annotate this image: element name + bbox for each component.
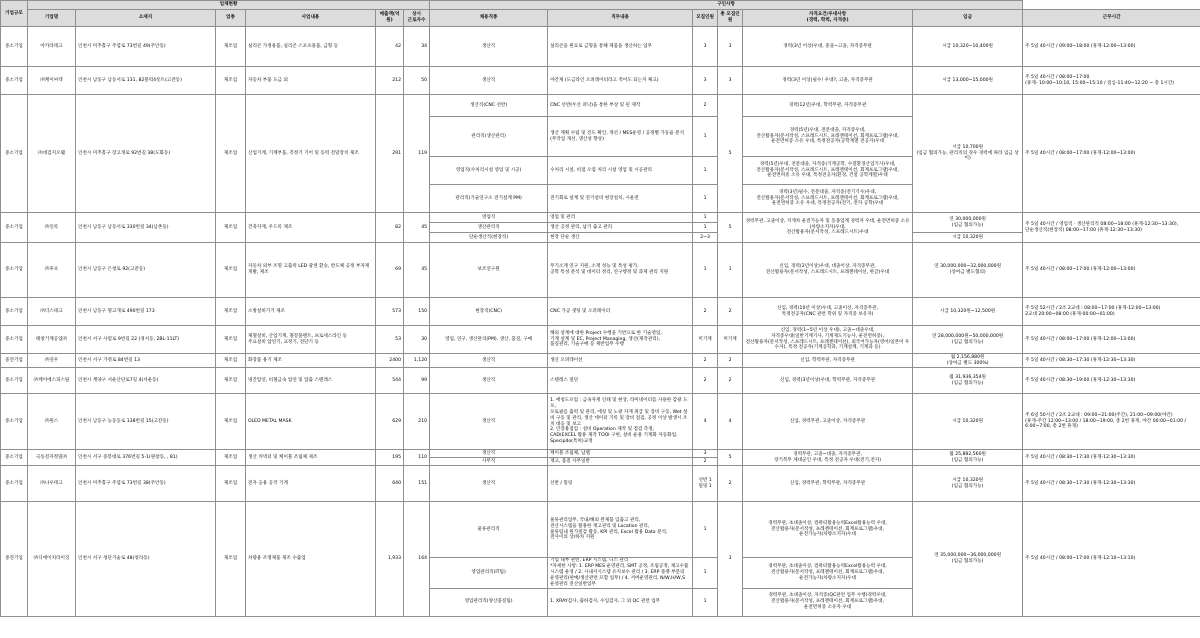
work-hours: 주 5일 40시간 / 08:30~17:30 (휴게-12:30~13:30)	[1023, 450, 1200, 466]
company-business: 실리콘 가정용품, 실리콘 스포츠용품, 금형 등	[246, 27, 376, 67]
company-address: 인천시 남동구 명고개로 490번길 173	[76, 298, 216, 326]
table-row	[1, 450, 1200, 458]
total-openings: 3	[718, 502, 743, 617]
company-business: 화장품 용기 제조	[246, 354, 376, 368]
company-sales: 53	[376, 326, 404, 354]
job-duty: 야간제 (도금라인 오퍼레이터라고 적어도 되는지 체크)	[548, 67, 693, 95]
company-industry: 제조업	[216, 243, 246, 298]
company-name: ㈜후츠	[28, 243, 76, 298]
job-duty: CNC 선반(두산 퍼낙)을 통한 부상 및 핀 제작	[548, 95, 693, 117]
job-qualifications: 경력무관, 초대졸이상, 자격증(QC관련 업무 수행)경력우대, 전산활용자(문서작성, 프레젠테이션, 회계프로그램)우대, 운전면허증 소유자 우대	[743, 588, 913, 616]
job-qualifications: 경력(3년 이상)우대, 중졸~고졸, 자격증무관	[743, 27, 913, 67]
company-address: 인천시 남동구 남동서로 131, 82블럭4롯트(고잔동)	[76, 67, 216, 95]
job-title: 물류관리직	[430, 502, 548, 558]
job-duty: 해외 설계에 대한 Project 수행을 기반으로 한 기술영업, 기계 설계 및 EC, Project Managing, 생산(제작관리), 품질관리, 기술구매 등 제반업무 수행	[548, 326, 693, 354]
job-openings: 선반 1 밀링 1	[693, 466, 718, 502]
total-openings: 5	[718, 213, 743, 243]
wage: 월 31,936,354원 (임금 협의가능)	[913, 368, 1023, 394]
job-duty: 케이블 조립체, 납땜	[548, 450, 693, 458]
company-employees: 45	[404, 213, 430, 243]
company-address: 인천시 서구 사렴로 9번길 22 (경서동, 2BL-11LT)	[76, 326, 216, 354]
job-openings: 1	[693, 185, 718, 213]
wage: 연 35,000,000~36,000,000원 (임금 협의가능)	[913, 502, 1023, 617]
header-total-openings: 총 모집인원	[718, 10, 743, 27]
company-address: 인천시 미추홀구 주염로 73번길 38(주안동)	[76, 466, 216, 502]
job-qualifications: 경력무관, 초대졸이상, 컴퓨터활용능력Excel활용능력 우대, 전산활용자(문서작성, 프레젠테이션, 회계프로그램)우대, 운전가능자(차량소지자)우대	[743, 558, 913, 589]
job-openings: 3	[693, 67, 718, 95]
company-address: 인천시 미추홀구 주염로 73번길 49(주안동)	[76, 27, 216, 67]
header-qualifications: 자격요건/우대사항 (경력, 학력, 자격증)	[743, 10, 913, 27]
job-duty: 1. XRAY검사, 출하검사, 수입검사, 그 외 QC 관련 업무	[548, 588, 693, 616]
company-business: 전자 응용 공작 기계	[246, 466, 376, 502]
company-industry: 제조업	[216, 95, 246, 213]
wage: 시급 10,320원	[913, 394, 1023, 450]
company-name: 태창기계공업㈜	[28, 326, 76, 354]
job-openings: 미기재	[693, 326, 718, 354]
company-address: 인천시 서구 청단기술로 48(청라동)	[76, 502, 216, 617]
company-address: 인천시 남동구 남동서로 330번길 34(남촌동)	[76, 213, 216, 243]
job-qualifications: 신입, 경력(3년이상)우대, 학력무관, 자격증무관	[743, 368, 913, 394]
job-openings: 1	[693, 157, 718, 185]
job-qualifications: 경력(3년 이상)필수! 우대?, 고졸, 자격증무관	[743, 67, 913, 95]
company-industry: 제조업	[216, 298, 246, 326]
company-address: 인천시 남동구 은청로 92(고잔동)	[76, 243, 216, 298]
job-openings: 1	[693, 588, 718, 616]
wage: 연 30,000,000~32,000,000원 (상여금 별도협의)	[913, 243, 1023, 298]
company-business: 제철설비, 산업기계, 철강플랜트, 프로세스라인 등 주요설비 압연기, 교정기, 전단기 등	[246, 326, 376, 354]
job-qualifications: 경력(12년)우대, 학력무관, 자격증무관	[743, 95, 913, 117]
job-duty: 전기회로 설계 및 전기설비 현장설치, 시운전	[548, 185, 693, 213]
job-qualifications: 신입, 경력무관, 고졸이상, 자격증무관	[743, 394, 913, 450]
job-title: 생산직	[430, 394, 548, 450]
job-title: 영업직	[430, 213, 548, 223]
header-job-info: 구인사항	[430, 1, 1023, 10]
company-address: 인천시 서구 가정로 84번길 13	[76, 354, 216, 368]
company-name: ㈜연우	[28, 354, 76, 368]
company-name: 아카라테크	[28, 27, 76, 67]
company-industry: 제조업	[216, 502, 246, 617]
job-title: 현장직(CNC)	[430, 298, 548, 326]
company-industry: 제조업	[216, 450, 246, 466]
table-row	[1, 394, 1200, 450]
company-employees: 34	[404, 27, 430, 67]
work-hours: 주 5일 40시간 / 08:30~17:30 (휴게-12:30~13:30)	[1023, 466, 1200, 502]
table-row	[1, 27, 1200, 67]
job-openings: 1	[693, 213, 718, 223]
table-row	[1, 466, 1200, 502]
job-duty: 생산 계획 수립 및 진도 확인, 개선 / MES운영 / 공정별 가동율 분석 (무작업 개선, 생산성 향상)	[548, 117, 693, 157]
table-row	[1, 67, 1200, 95]
company-sales: 212	[376, 67, 404, 95]
job-title: 생산직	[430, 67, 548, 95]
company-address: 인천시 미추홀구 장고개로 92번길 38(도화동)	[76, 95, 216, 213]
company-employees: 164	[404, 502, 430, 617]
header-company-size: 기업규모	[1, 1, 28, 27]
job-title: 생산직	[430, 27, 548, 67]
company-sales: 82	[376, 213, 404, 243]
company-name: ㈜나우테크	[28, 466, 76, 502]
wage: 시급 10,320원~12,500원	[913, 298, 1023, 326]
job-openings: 3	[693, 450, 718, 458]
total-openings: 3	[718, 27, 743, 67]
company-business: 차량용 조명제품 제조 수출업	[246, 502, 376, 617]
company-sales: 69	[376, 243, 404, 298]
job-duty: 생산 공정 관리, 납기 출고 관리	[548, 223, 693, 233]
job-title: 생산직	[430, 466, 548, 502]
job-title: 생산직(CNC 선반)	[430, 95, 548, 117]
table-row	[1, 95, 1200, 117]
job-openings: 1	[693, 243, 718, 298]
work-hours: 주 5일 40시간 / 08:00~17:00 (휴게-12:00~13:00)	[1023, 95, 1200, 213]
company-sales: 1,933	[376, 502, 404, 617]
wage: 시급 13,000~15,000원	[913, 67, 1023, 95]
job-duty: 생산 오퍼레이션	[548, 354, 693, 368]
table-row	[1, 243, 1200, 298]
header-address: 소재지	[76, 10, 216, 27]
company-employees: 210	[404, 394, 430, 450]
company-name: 극동전자정밀㈜	[28, 450, 76, 466]
company-size: 중소기업	[1, 243, 28, 298]
job-title: 보조연구원	[430, 243, 548, 298]
header-duties: 직무내용	[548, 10, 693, 27]
wage: 월 25,882,560원 (임금 협의가능)	[913, 450, 1023, 466]
company-size: 중소기업	[1, 394, 28, 450]
work-hours: 주 5일 40시간 / 08:30~17:30 (휴게-12:30~13:30)	[1023, 354, 1200, 368]
company-sales: 573	[376, 298, 404, 326]
company-sales: 640	[376, 466, 404, 502]
company-employees: 50	[404, 67, 430, 95]
work-hours: 주 5일 40시간 / 08:00~17:00 (휴게- 10:00~10:10, 15:00~15:10 / 점심-11:40~12:20 ~ 총 1시간)	[1023, 67, 1200, 95]
company-size: 중소기업	[1, 67, 28, 95]
job-qualifications: 경력(3년)필수, 전문대졸, 자격증(전기기사)우대, 전산활용자(문서작성, 스프레드시트, 프레젠테이션, 회계프로그램)우대, 운전면허증 소유 우대, 특정전공자(전기, 전자 공학)우대	[743, 185, 913, 213]
company-employees: 1,120	[404, 354, 430, 368]
company-employees: 30	[404, 326, 430, 354]
header-job-title: 채용직종	[430, 10, 548, 27]
company-name: ㈜케이씨텍	[28, 67, 76, 95]
company-sales: 544	[376, 368, 404, 394]
company-name: ㈜더스테크	[28, 298, 76, 326]
job-openings: 1	[693, 117, 718, 157]
work-hours: 주 5일 40시간 / 영업직 · 생산관리직 08:00~18:00 (휴게-12:30~13:30), 단순생산직(현장직) 08:00~17:00 (휴게-12:30~13:30)	[1023, 213, 1200, 243]
company-sales: 629	[376, 394, 404, 450]
company-sales: 195	[376, 450, 404, 466]
table-row	[1, 326, 1200, 354]
table-row	[1, 368, 1200, 394]
company-address: 인천시 계양구 서운산단로7길 4(서운동)	[76, 368, 216, 394]
job-qualifications: 경력무관, 고졸~대졸, 자격증무관, 장기복무 제대군인 우대, 특정 전공자 우대(전기,전자)	[743, 450, 913, 466]
total-openings: 미기재	[718, 326, 743, 354]
company-size: 중견기업	[1, 354, 28, 368]
job-qualifications: 경력(5년)우대, 전문대졸, 자격증우대, 전산활용자(문서작성, 스프레드시트, 프레젠테이션, 회계프로그램)우대, 운전면허증 소유 우대, 특정전공자(공학계열 전공자)우대	[743, 117, 913, 157]
header-company-status: 업체현황	[28, 1, 430, 10]
total-openings: 1	[718, 243, 743, 298]
job-openings: 2	[693, 458, 718, 466]
job-title: 영업관리직(양산품질팀)	[430, 588, 548, 616]
header-openings: 모집인원	[693, 10, 718, 27]
company-name: ㈜대검지오웰	[28, 95, 76, 213]
job-duty: 기업 내부 관련, ERP 시스템, 디스 관리 *자세한 사항: 1. ERP MES 운영관리, SMT 공정, 조립공정, 제고수불 시스템 운영 / 2. 사내서시스템 유지보수 관리 / 3. ERP 플랫 부문의 운영관리(판매/생산관련 포함 업무) / 4. 서버운영관리, N/W,H/W,S 운영관리 전산일반업무	[548, 558, 693, 589]
job-title: 단순생산직(현장직)	[430, 233, 548, 243]
company-employees: 150	[404, 298, 430, 326]
total-openings: 2	[718, 368, 743, 394]
company-size: 중소기업	[1, 466, 28, 502]
job-openings: 2	[693, 298, 718, 326]
table-row	[1, 298, 1200, 326]
work-hours: 주 6일 50시간 / 2조 2교대 : 09:00~21:00(주간), 21:00~09:00(야간) (휴게-주간 12:00~13:00 / 18:00~19:00, 총 2번 휴게, 야간 00:00~01:00 / 6:00~7:00, 총 2번 휴게)	[1023, 394, 1200, 450]
company-business: 산업기계, 기계부품, 측정기 기어 및 동력 전달장치 제조	[246, 95, 376, 213]
job-qualifications: 신입, 경력(2년이상)우대, 대졸이상, 자격증무관, 전산활용자(문서작성, 스프레드시트, 프레젠테이션, 한글)우대	[743, 243, 913, 298]
company-industry: 제조업	[216, 326, 246, 354]
job-duty: 영업 및 관리	[548, 213, 693, 223]
total-openings: 5	[718, 450, 743, 466]
company-business: 소방설비기기 제조	[246, 298, 376, 326]
job-duty: 선반 / 밀링	[548, 466, 693, 502]
job-title: 관리직(기술연구소 전기설계 PM)	[430, 185, 548, 213]
job-qualifications: 경력(5년)우대, 전문대졸, 자격증(기계공학, 수질환경산업기사)우대, 전산활용자(문서작성, 스프레드시트, 프레젠테이션, 회계프로그램)우대, 운전면허증 소유 우대, 특정전공자(환경, 건설 공학계열)우대	[743, 157, 913, 185]
listing-body	[1, 27, 1200, 617]
company-business: 자동차 부품 도금 외	[246, 67, 376, 95]
job-duty: 1. 에칭도포업 : 금속자재 인쇄 및 현상, 라미네이터를 사용한 감광 도포, 포토필름 출력 및 관리, 에칭 및 노광 자재 취급 및 장비 구동, Wet 설비 구동 및 관리, 생산 데이터 기록 및 장비 점검, 공정 이상 발생시 조치 대응 및 보고 2. 인장용접업 : 설비 Operation 제작 및 점검 측정, CAD(EXCEL 활용 제작 TOOl 구현, 설비 운용 기계화 자동화업, Specipdo(특허)교정	[548, 394, 693, 450]
total-openings: 2	[718, 466, 743, 502]
table-row	[1, 502, 1200, 558]
total-openings: 3	[718, 67, 743, 95]
company-name: ㈜디에이치라이징	[28, 502, 76, 617]
company-size: 중소기업	[1, 368, 28, 394]
company-size: 중소기업	[1, 298, 28, 326]
company-employees: 110	[404, 450, 430, 466]
company-size: 중소기업	[1, 95, 28, 213]
job-openings: 3	[693, 27, 718, 67]
job-duty: 재고, 품질 사무일반	[548, 458, 693, 466]
company-business: OLED METAL MASK	[246, 394, 376, 450]
job-openings: 1	[693, 223, 718, 233]
job-duty: 무기소재 연구 지원, 소재 성능 및 특성 평가, 공학 특성 분석 및 데이터 정리, 연구행정 및 과제 관리 지원	[548, 243, 693, 298]
job-duty: 현장 단순 생산	[548, 233, 693, 243]
job-openings: 2	[693, 354, 718, 368]
wage-hourly: 시급 10,320원	[913, 233, 1023, 243]
company-industry: 제조업	[216, 67, 246, 95]
company-address: 인천시 남동구 능동동로 138번길 15(고잔동)	[76, 394, 216, 450]
job-title: 영업직(수처리시설 영업 및 시공)	[430, 157, 548, 185]
company-size: 중소기업	[1, 326, 28, 354]
wage: 월 2,156,880원 (상여금 별도 300%)	[913, 354, 1023, 368]
job-openings: 1	[693, 558, 718, 589]
job-title: 영업, 연구, 생산관리(PM), 생산, 품질, 구매	[430, 326, 548, 354]
company-size: 중소기업	[1, 27, 28, 67]
job-title: 생산직	[430, 368, 548, 394]
company-employees: 99	[404, 368, 430, 394]
company-address: 인천시 서구 중봉대로 376번길 5-1(원창동, , 81)	[76, 450, 216, 466]
wage: 시급 10,320~10,400원	[913, 27, 1023, 67]
job-duty: CNC 가공 셋팅 및 오퍼레이터	[548, 298, 693, 326]
company-employees: 151	[404, 466, 430, 502]
header-company-name: 기업명	[28, 10, 76, 27]
header-employees: 상시 근로자수	[404, 10, 430, 27]
job-duty: 스텐레스 절단	[548, 368, 693, 394]
job-qualifications: 신입, 경력(1~5년 이상 우대), 고졸~대졸우대, 자격증우대(일반기계기사, 기계제도기능사, 운전면허증), 전산활용자(문서작성, 스프레드시트, 프레젠테이션), 외국어가능자(영어/일본어 우수자), 특정 전공자(기계공학과, 기계설계, 기계과 등)	[743, 326, 913, 354]
company-industry: 제조업	[216, 354, 246, 368]
work-hours: 주 5일 40시간 / 08:00~17:00 (휴게-12:00~13:00)	[1023, 326, 1200, 354]
job-title: 생산관리직	[430, 223, 548, 233]
job-title: 영업관리직(IT팀)	[430, 558, 548, 589]
wage: 연 28,000,000원~50,000,000원 (임금 협의가능)	[913, 326, 1023, 354]
company-employees: 119	[404, 95, 430, 213]
company-name: ㈜원스	[28, 394, 76, 450]
job-duty: 수처리 시설, 비점 오염 처리 시설 영업 및 시공관리	[548, 157, 693, 185]
job-openings: 4	[693, 394, 718, 450]
job-qualifications: 경력무관, 고졸이상, 지게차 운전가능자 및 동종업계 경력자 우대, 운전면허증 소유(차량소지자)우대, 전산활용자(문서작성, 스프레드시트)우대	[743, 213, 913, 243]
company-business: 생산 커넥터 및 케이블 조립체 제조	[246, 450, 376, 466]
job-duty: 물류관리업무, 국내/해외 완제품 입출고 관리, 전산시스템을 활용한 재고관리 및 Location 관리, 물류팀내 원가절감 활동, KPI 관리, Excel 활용 Data 분석, 전사이의 상/하차 지원	[548, 502, 693, 558]
company-employees: 45	[404, 243, 430, 298]
company-industry: 제조업	[216, 213, 246, 243]
total-openings: 2	[718, 298, 743, 326]
work-hours: 주 5일 40시간 / 08:00~17:00 (휴게-12:10~13:10)	[1023, 502, 1200, 617]
work-hours: 주 5일 40시간 / 08:00~17:00 (휴게-12:00~13:00)	[1023, 243, 1200, 298]
total-openings: 5	[718, 95, 743, 213]
company-business: 건축자재, 우드록 제조	[246, 213, 376, 243]
job-title: 생산직	[430, 354, 548, 368]
company-industry: 제조업	[216, 368, 246, 394]
table-row	[1, 213, 1200, 223]
company-sales: 42	[376, 27, 404, 67]
work-hours: 주 5일 52시간 / 2조 2교대 : 08:00~17:00 (휴게-12:00~13:00) 2교대 20:00~08:00 (휴게-00:00~01:00)	[1023, 298, 1200, 326]
wage: 연 30,000,000원 (임금 협의가능)	[913, 213, 1023, 233]
job-duty: 실리콘을 원료로 금형을 통해 제품을 생산하는 업무	[548, 27, 693, 67]
job-qualifications: 신입, 경력(10년 이상)우대, 고졸이상, 자격증무관, 특정전공자(CNC 관련 학위 및 자격증 보유자)	[743, 298, 913, 326]
job-title: 사무직	[430, 458, 548, 466]
company-sales: 2400	[376, 354, 404, 368]
job-openings: 2~3	[693, 233, 718, 243]
company-industry: 제조업	[216, 394, 246, 450]
company-industry: 제조업	[216, 27, 246, 67]
job-qualifications: 신입, 학력무관, 자격증무관	[743, 354, 913, 368]
wage: 시급 10,320원 (임금 협의가능)	[913, 466, 1023, 502]
company-size: 중소기업	[1, 450, 28, 466]
wage: 시급 10,700원 (임금 협의가능, 관리직의 경우 경력에 따라 임금 상이)	[913, 95, 1023, 213]
job-title: 생산직	[430, 450, 548, 458]
job-qualifications: 신입, 경력무관, 학력무관, 자격증무관	[743, 466, 913, 502]
total-openings: 2	[718, 354, 743, 368]
header-wage: 임금	[913, 10, 1023, 27]
job-openings: 1	[693, 502, 718, 558]
header-business: 사업내용	[246, 10, 376, 27]
company-size: 중견기업	[1, 502, 28, 617]
company-sales: 291	[376, 95, 404, 213]
company-business: 자동차 외부 조명 고출력 LED 광센 환승, 반도체 공정 부자재 개발, 제조	[246, 243, 376, 298]
job-openings: 2	[693, 368, 718, 394]
company-size: 중소기업	[1, 213, 28, 243]
job-qualifications: 경력무관, 초대졸이상, 컴퓨터활용능력Excel활용능력 우대, 전산활용자(문서작성, 프레젠테이션, 회계프로그램)우대, 운전가능자(차량소지자)우대	[743, 502, 913, 558]
header-industry: 업종	[216, 10, 246, 27]
company-business: 냉간압연, 비철금속 압연 및 압출 스텐레스	[246, 368, 376, 394]
job-title: 관리직(생산관리)	[430, 117, 548, 157]
company-industry: 제조업	[216, 466, 246, 502]
company-name: ㈜케이에스피스틸	[28, 368, 76, 394]
work-hours: 주 5일 40시간 / 09:00~18:00 (휴게-12:00~13:00)	[1023, 27, 1200, 67]
job-openings: 2	[693, 95, 718, 117]
total-openings: 4	[718, 394, 743, 450]
work-hours: 주 5일 40시간 / 08:30~19:00 (휴게-12:30~13:30)	[1023, 368, 1200, 394]
header-sales: 매출액(억원)	[376, 10, 404, 27]
header-hours: 근무시간	[1023, 10, 1200, 27]
table-row	[1, 354, 1200, 368]
company-name: ㈜인록	[28, 213, 76, 243]
